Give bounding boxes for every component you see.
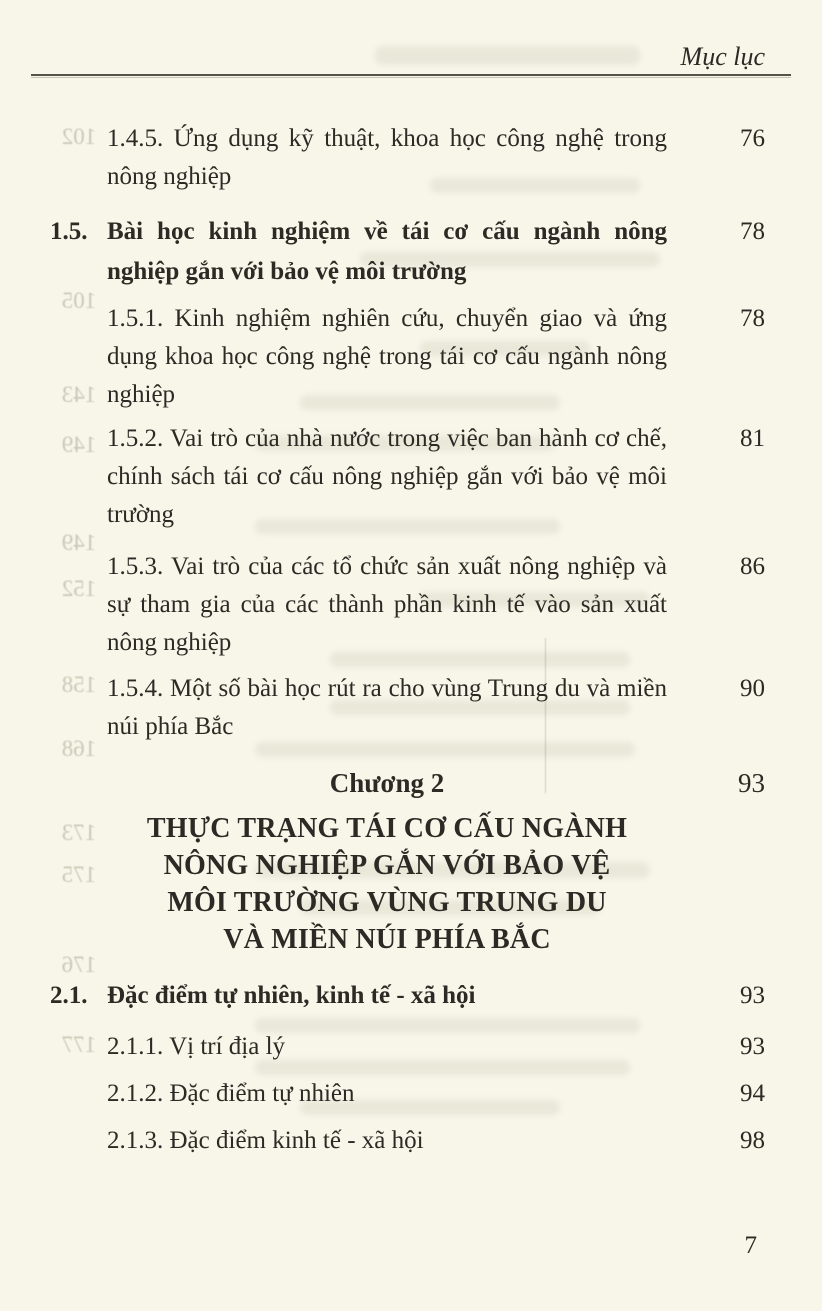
chapter-label: Chương 2 — [329, 768, 445, 798]
entry-number: 2.1.2. — [107, 1080, 164, 1107]
entry-page-number: 81 — [740, 425, 765, 452]
ghost-page-number: 158 — [61, 672, 97, 697]
toc-entry — [107, 670, 765, 746]
toc-entry — [107, 420, 765, 534]
chapter-title-line: THỰC TRẠNG TÁI CƠ CẤU NGÀNH — [146, 813, 628, 844]
entry-page-number: 76 — [740, 125, 765, 152]
toc-entry — [107, 1122, 765, 1160]
chapter-title-line: NÔNG NGHIỆP GẮN VỚI BẢO VỆ — [163, 850, 611, 881]
entry-page-number: 93 — [740, 982, 765, 1009]
ghost-page-number: 105 — [61, 288, 97, 313]
entry-number: 1.5.1. — [107, 305, 164, 332]
entry-page-number: 93 — [740, 1033, 765, 1060]
entry-title: Đặc điểm kinh tế - xã hội — [169, 1127, 424, 1154]
toc-entry — [107, 548, 765, 662]
entry-number: 1.5. — [50, 218, 88, 245]
header-rule — [31, 74, 791, 76]
ghost-page-number: 173 — [61, 820, 97, 845]
chapter-page-number: 93 — [738, 768, 765, 798]
ghost-page-number: 177 — [61, 1032, 97, 1057]
entry-title: Vai trò của các tổ chức sản xuất nông nghiệp và sự tham gia của các thành phần kinh tế vào sản xuất nông nghiệp — [107, 553, 667, 656]
chapter-title-line: VÀ MIỀN NÚI PHÍA BẮC — [223, 924, 551, 955]
ghost-page-number: 143 — [61, 382, 97, 407]
entry-number: 2.1.3. — [107, 1127, 164, 1154]
ghost-page-number: 149 — [61, 432, 97, 457]
ghost-page-number: 152 — [61, 576, 97, 601]
entry-title: Bài học kinh nghiệm về tái cơ cấu ngành nông nghiệp gắn với bảo vệ môi trường — [107, 218, 667, 285]
ghost-page-number: 149 — [61, 530, 97, 555]
ghost-page-number: 176 — [61, 952, 97, 977]
chapter-title — [107, 810, 667, 958]
entry-title: Kinh nghiệm nghiên cứu, chuyển giao và ứng dụng khoa học công nghệ trong tái cơ cấu ngành nông nghiệp — [107, 305, 668, 408]
ghost-page-number: 175 — [61, 862, 97, 887]
toc-entry — [107, 300, 765, 414]
entry-title: Đặc điểm tự nhiên — [169, 1080, 355, 1107]
toc-entry — [107, 120, 765, 196]
footer-page-number: 7 — [744, 1232, 757, 1259]
entry-title: Vị trí địa lý — [169, 1033, 286, 1060]
chapter-heading — [107, 762, 765, 804]
ghost-page-number: 102 — [61, 124, 97, 149]
entry-title: Một số bài học rút ra cho vùng Trung du và miền núi phía Bắc — [107, 675, 667, 740]
entry-number: 1.5.4. — [107, 675, 164, 702]
toc-entry — [50, 976, 765, 1016]
chapter-title-line: MÔI TRƯỜNG VÙNG TRUNG DU — [167, 887, 607, 918]
toc-entry — [107, 1028, 765, 1066]
entry-page-number: 86 — [740, 553, 765, 580]
entry-page-number: 78 — [740, 218, 765, 245]
toc-entry — [107, 1075, 765, 1113]
entry-title: Ứng dụng kỹ thuật, khoa học công nghệ trong nông nghiệp — [107, 125, 668, 190]
entry-title: Đặc điểm tự nhiên, kinh tế - xã hội — [107, 982, 476, 1009]
entry-number: 1.5.2. — [107, 425, 164, 452]
entry-number: 1.5.3. — [107, 553, 164, 580]
entry-number: 1.4.5. — [107, 125, 164, 152]
entry-page-number: 78 — [740, 305, 765, 332]
toc-entry — [50, 212, 765, 292]
entry-page-number: 94 — [740, 1080, 765, 1107]
entry-page-number: 90 — [740, 675, 765, 702]
running-head-title: Mục lục — [680, 42, 765, 71]
entry-title: Vai trò của nhà nước trong việc ban hành cơ chế, chính sách tái cơ cấu nông nghiệp gắn với bảo vệ môi trường — [107, 425, 667, 528]
entry-number: 2.1. — [50, 982, 88, 1009]
ghost-page-number: 168 — [61, 736, 97, 761]
entry-page-number: 98 — [740, 1127, 765, 1154]
entry-number: 2.1.1. — [107, 1033, 164, 1060]
